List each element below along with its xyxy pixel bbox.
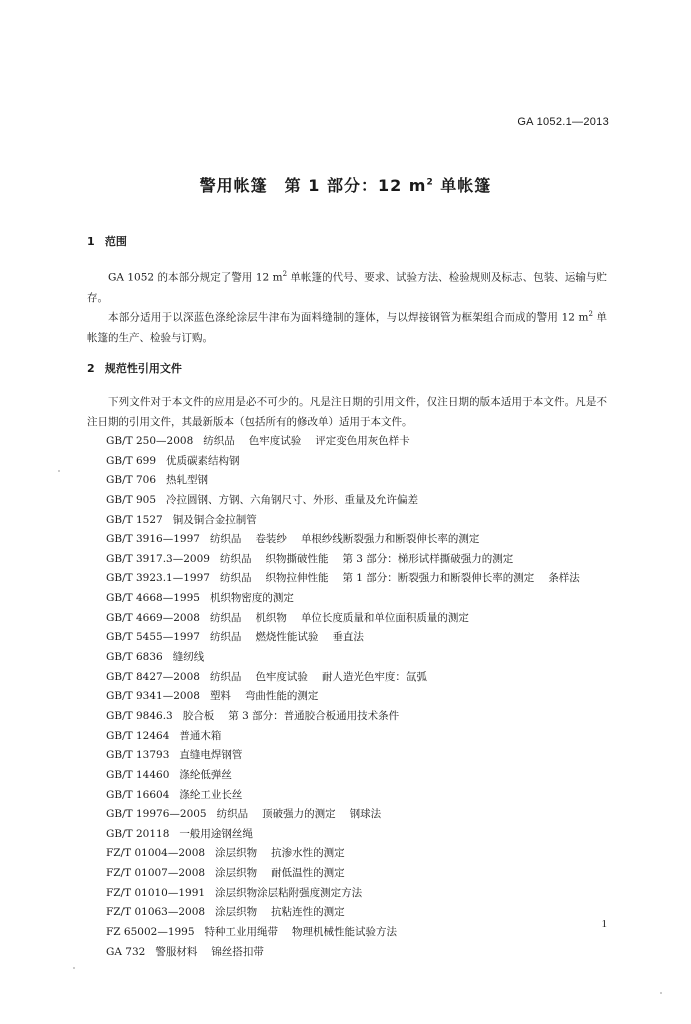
- reference-title-part: 燃烧性能试验: [255, 631, 319, 644]
- reference-title-part: 条样法: [548, 572, 580, 585]
- scan-speck: [660, 992, 662, 994]
- reference-code: GB/T 9341—2008: [106, 690, 200, 703]
- scope-paragraph-2: 本部分适用于以深蓝色涤纶涂层牛津布为面料缝制的篷体，与以焊接钢管为框架组合而成的警用 12 $m^2$ 单帐篷的生产、检验与订购。: [87, 310, 607, 344]
- reference-item: [106, 628, 594, 648]
- reference-code: GB/T 5455—1997: [106, 631, 200, 644]
- reference-code: GB/T 19976—2005: [106, 808, 207, 821]
- reference-title-part: 第 1 部分：断裂强力和断裂伸长率的测定: [342, 572, 535, 585]
- reference-title-part: 普通木箱: [179, 729, 222, 742]
- reference-title-part: 色牢度试验: [255, 670, 308, 683]
- reference-title-part: 单根纱线断裂强力和断裂伸长率的测定: [300, 533, 480, 546]
- section-title: 范围: [104, 235, 127, 248]
- reference-title-part: 垂直法: [332, 631, 364, 644]
- reference-title-part: 缝纫线: [172, 651, 205, 664]
- normative-intro-paragraph: 下列文件对于本文件的应用是必不可少的。凡是注日期的引用文件，仅注日期的版本适用于本文件。凡是不注日期的引用文件，其最新版本（包括所有的修改单）适用于本文件。: [87, 396, 607, 428]
- reference-title-part: 织物撕破性能: [265, 552, 329, 565]
- reference-title-part: 物理机械性能试验方法: [292, 926, 398, 939]
- reference-title-part: 涤纶低弹丝: [179, 768, 232, 781]
- reference-title-part: 铜及铜合金拉制管: [172, 513, 257, 526]
- reference-code: GB/T 1527: [106, 513, 163, 526]
- reference-title-part: 纺织品: [209, 611, 242, 624]
- reference-code: GB/T 12464: [106, 729, 170, 742]
- reference-code: GA 732: [106, 945, 146, 958]
- reference-title-part: 单位长度质量和单位面积质量的测定: [300, 611, 469, 624]
- reference-item: [106, 746, 594, 766]
- reference-title-part: 胶合板: [182, 709, 215, 722]
- reference-code: GB/T 8427—2008: [106, 670, 200, 683]
- reference-title-part: 涂层织物: [215, 906, 258, 919]
- title-tail: 单帐篷: [433, 176, 492, 195]
- reference-title-part: 第 3 部分：普通胶合板通用技术条件: [228, 709, 400, 722]
- reference-title-part: 机织物: [255, 611, 287, 624]
- reference-item: [106, 825, 594, 845]
- reference-item: [106, 648, 594, 668]
- reference-code: GB/T 250—2008: [106, 435, 194, 447]
- reference-code: GB/T 4668—1995: [106, 592, 200, 605]
- reference-list: [106, 432, 594, 962]
- reference-item: [106, 727, 594, 747]
- reference-item: [106, 805, 594, 825]
- scan-speck: [58, 470, 60, 472]
- reference-code: GB/T 4669—2008: [106, 611, 200, 624]
- reference-title-part: 涂层织物: [215, 847, 258, 860]
- reference-code: GB/T 16604: [106, 788, 170, 801]
- reference-item: [106, 530, 594, 550]
- reference-title-part: 塑料: [209, 690, 231, 703]
- scan-speck: [73, 967, 75, 969]
- section-number: 1: [87, 235, 95, 248]
- document-title: [0, 173, 691, 196]
- reference-title-part: 耐人造光色牢度：氙弧: [321, 670, 427, 683]
- reference-title-part: 纺织品: [209, 631, 242, 644]
- reference-code: GB/T 9846.3: [106, 709, 173, 722]
- reference-title-part: 色牢度试验: [248, 435, 302, 447]
- reference-item: [106, 511, 594, 531]
- reference-title-part: 热轧型钢: [166, 474, 209, 487]
- reference-title-part: 抗渗水性的测定: [271, 847, 345, 860]
- reference-title-part: 机织物密度的测定: [209, 592, 294, 605]
- reference-title-part: 评定变色用灰色样卡: [315, 435, 410, 447]
- section-1-heading: [87, 233, 127, 249]
- scope-paragraph-1: GA 1052 的本部分规定了警用 12 $m^2$ 单帐篷的代号、要求、试验方法、检验规则及标志、包装、运输与贮存。: [87, 270, 607, 304]
- reference-item: [106, 569, 594, 589]
- reference-item: [106, 766, 594, 786]
- reference-item: [106, 589, 594, 609]
- reference-code: GB/T 905: [106, 493, 157, 506]
- reference-code: FZ/T 01063—2008: [106, 906, 206, 919]
- reference-code: GB/T 706: [106, 474, 157, 487]
- reference-title-part: 顶破强力的测定: [262, 808, 336, 821]
- reference-title-part: 涂层织物: [215, 867, 258, 880]
- reference-item: [106, 609, 594, 629]
- reference-item: [106, 786, 594, 806]
- reference-item: [106, 432, 594, 452]
- reference-title-part: 特种工业用绳带: [204, 926, 279, 939]
- section-2-heading: [87, 360, 182, 376]
- reference-title-part: 纺织品: [216, 808, 249, 821]
- reference-title-part: 第 3 部分：梯形试样撕破强力的测定: [342, 552, 514, 565]
- reference-item: [106, 491, 594, 511]
- standard-code: GA 1052.1—2013: [517, 116, 609, 128]
- reference-title-part: 纺织品: [209, 533, 242, 546]
- section-number: 2: [87, 362, 95, 375]
- reference-code: GB/T 14460: [106, 768, 170, 781]
- reference-item: [106, 943, 594, 963]
- reference-item: [106, 844, 594, 864]
- reference-title-part: 优质碳素结构钢: [166, 454, 240, 467]
- title-main: 警用帐篷 第 1 部分：12 m: [199, 176, 427, 195]
- reference-title-part: 涤纶工业长丝: [179, 788, 243, 801]
- reference-code: GB/T 13793: [106, 749, 170, 762]
- reference-title-part: 耐低温性的测定: [271, 867, 345, 880]
- reference-title-part: 织物拉伸性能: [265, 572, 329, 585]
- reference-item: [106, 687, 594, 707]
- reference-code: FZ/T 01004—2008: [106, 847, 206, 860]
- reference-code: GB/T 3917.3—2009: [106, 552, 210, 565]
- reference-item: [106, 884, 594, 904]
- reference-title-part: 钢球法: [349, 808, 382, 821]
- reference-code: FZ/T 01007—2008: [106, 867, 206, 880]
- reference-item: [106, 903, 594, 923]
- reference-title-part: 卷装纱: [255, 533, 287, 546]
- reference-item: [106, 471, 594, 491]
- reference-item: [106, 864, 594, 884]
- reference-title-part: 警服材料: [155, 945, 198, 958]
- reference-title-part: 一般用途钢丝绳: [179, 827, 253, 840]
- reference-code: GB/T 3923.1—1997: [106, 572, 210, 585]
- reference-item: [106, 452, 594, 472]
- reference-title-part: 抗粘连性的测定: [271, 906, 345, 919]
- reference-title-part: 冷拉圆钢、方钢、六角钢尺寸、外形、重量及允许偏差: [166, 493, 419, 506]
- reference-title-part: 纺织品: [209, 670, 242, 683]
- reference-code: GB/T 20118: [106, 827, 170, 840]
- reference-title-part: 弯曲性能的测定: [244, 690, 319, 703]
- reference-item: [106, 707, 594, 727]
- reference-title-part: 纺织品: [203, 435, 235, 447]
- title-superscript: 2: [426, 177, 434, 188]
- reference-item: [106, 550, 594, 570]
- reference-code: FZ 65002—1995: [106, 926, 195, 939]
- reference-code: GB/T 6836: [106, 651, 163, 664]
- reference-code: FZ/T 01010—1991: [106, 886, 206, 899]
- reference-item: [106, 668, 594, 688]
- reference-title-part: 纺织品: [219, 572, 252, 585]
- reference-code: GB/T 699: [106, 454, 157, 467]
- reference-title-part: 纺织品: [219, 552, 252, 565]
- reference-item: [106, 923, 594, 943]
- reference-title-part: 涂层织物涂层粘附强度测定方法: [215, 886, 363, 899]
- reference-title-part: 锦丝搭扣带: [211, 945, 264, 958]
- reference-title-part: 直缝电焊钢管: [179, 749, 243, 762]
- reference-code: GB/T 3916—1997: [106, 533, 200, 546]
- section-title: 规范性引用文件: [104, 362, 182, 375]
- page-number: 1: [601, 918, 607, 930]
